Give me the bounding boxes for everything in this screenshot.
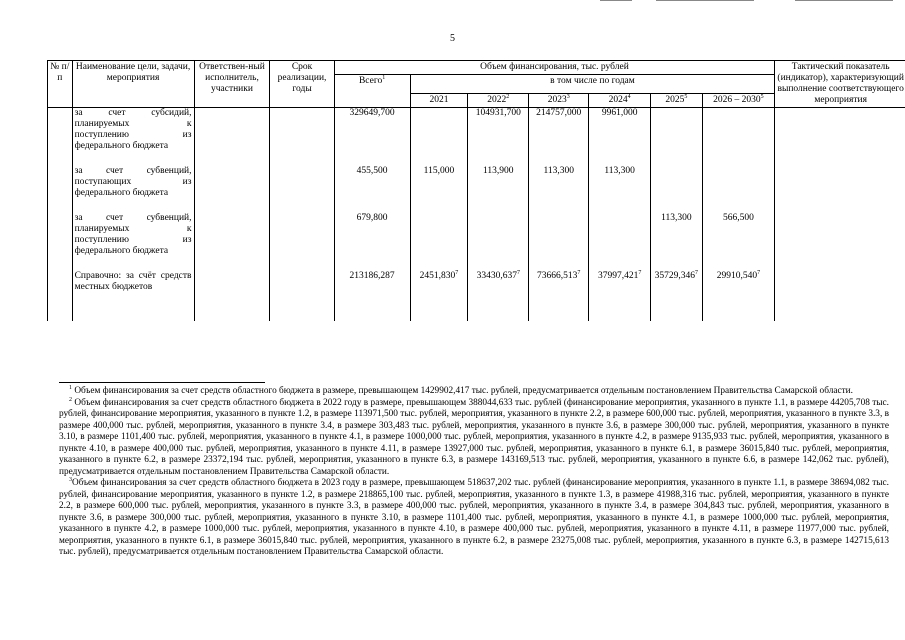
footnote-3: $^3$Объем финансирования за счет средств областного бюджета в 2023 году в размере, превышающем 518637,202 тыс. рублей (финансирование мероприятия, указанного в пункте 1.1, в размере 38694,082 тыс. рублей, финансирование мероприятия, указанного в пункте 1.2, в размере 218865,100 тыс. рублей, мероприятия, указанного в пункте 1.3, в размере 41988,316 тыс. рублей, мероприятия, указанного в пункте 2.2, в размере 600,000 тыс. рублей, мероприятия, указанного в пункте 3.3, в размере 400,000 тыс. рублей, мероприятия, указанного в пункте 3.4, в размере 304,843 тыс. рублей, мероприятия, указанного в пункте 3.6, в размере 300,000 тыс. рублей, мероприятия, указанного в пункте 3.10, в размере 1101,400 тыс. рублей, мероприятия, указанного в пункте 4.1, в размере 1000,000 тыс. рублей, мероприятия, указанного в пункте 4.2, в размере 1000,000 тыс. рублей, мероприятия, указанного в пункте 4.10, в размере 400,000 тыс. рублей, мероприятия, указанного в пункте 4.11, в размере 11977,000 тыс. рублей, мероприятия, указанного в пункте 6.1, в размере 36015,840 тыс. рублей, мероприятия, указанного в пункте 6.2, в размере 23275,008 тыс. рублей, мероприятия, указанного в пункте 6.3, в размере 142715,613 тыс. рублей), предусматривается отдельным постановлением Правительства Самарской области. xyxy=(59,476,889,557)
header-executor: Ответствен-ный исполнитель, участники xyxy=(194,61,270,108)
cell-2023: 113,300 xyxy=(529,166,589,213)
header-by-year: в том числе по годам xyxy=(410,75,775,94)
cell-2023 xyxy=(529,213,589,271)
cell-2022: 33430,637$^7$ xyxy=(468,271,529,321)
cell-2021: 115,000 xyxy=(410,166,468,213)
header-year: 2024$^4$ xyxy=(589,94,651,108)
cell-2022: 113,900 xyxy=(468,166,529,213)
row-name: Справочно: за счёт средств местных бюджетов xyxy=(72,271,194,321)
cell-2024: 9961,000 xyxy=(589,108,651,167)
cell-2022: 104931,700 xyxy=(468,108,529,167)
header-name: Наименование цели, задачи, мероприятия xyxy=(72,61,194,108)
cell-2021: 2451,830$^7$ xyxy=(410,271,468,321)
cell-2026-2030: 566,500 xyxy=(702,213,775,271)
header-row-1 xyxy=(48,61,905,75)
header-financing: Объем финансирования, тыс. рублей xyxy=(334,61,775,75)
cell-2021 xyxy=(410,213,468,271)
cell-2026-2030 xyxy=(702,166,775,213)
top-rule xyxy=(600,0,632,1)
footnote-1: $^1$ Объем финансирования за счет средств областного бюджета в размере, превышающем 1429902,417 тыс. рублей, предусматривается отдельным постановлением Правительства Самарской области. xyxy=(69,384,853,396)
table-row xyxy=(48,166,905,213)
header-year: 2021 xyxy=(410,94,468,108)
footnote-separator xyxy=(59,382,265,383)
cell-2024: 37997,421$^7$ xyxy=(589,271,651,321)
cell-total: 213186,287 xyxy=(334,271,410,321)
top-rule xyxy=(656,0,754,1)
cell-2022 xyxy=(468,213,529,271)
financing-table xyxy=(47,60,905,321)
cell-2025 xyxy=(651,108,702,167)
cell-2024 xyxy=(589,213,651,271)
header-year: 2023$^3$ xyxy=(529,94,589,108)
header-total: Всего$^1$ xyxy=(334,75,410,108)
cell-2025: 113,300 xyxy=(651,213,702,271)
row-name: за счет субвенций, планируемых к поступлению из федерального бюджета xyxy=(72,213,194,271)
table-row xyxy=(48,108,905,167)
header-year: 2026 – 2030$^5$ xyxy=(702,94,775,108)
cell-2025 xyxy=(651,166,702,213)
page-number: 5 xyxy=(450,33,455,44)
cell-total: 455,500 xyxy=(334,166,410,213)
header-indicator: Тактический показатель (индикатор), характеризующий выполнение соответствующего мероприятия xyxy=(775,61,905,108)
cell-2026-2030 xyxy=(702,108,775,167)
cell-total: 329649,700 xyxy=(334,108,410,167)
cell-2023: 214757,000 xyxy=(529,108,589,167)
footnotes xyxy=(59,386,889,559)
cell-2023: 73666,513$^7$ xyxy=(529,271,589,321)
row-name: за счет субсидий, планируемых к поступлению из федерального бюджета xyxy=(72,108,194,167)
cell-2025: 35729,346$^7$ xyxy=(651,271,702,321)
header-year: 2022$^2$ xyxy=(468,94,529,108)
top-rule xyxy=(795,0,893,1)
table-row xyxy=(48,213,905,271)
header-year: 2025$^5$ xyxy=(651,94,702,108)
footnote-2: $^2$ Объем финансирования за счет средств областного бюджета в 2022 году в размере, превышающем 388044,633 тыс. рублей (финансирование мероприятия, указанного в пункте 1.1, в размере 44205,708 тыс. рублей, финансирование мероприятия, указанного в пункте 1.2, в размере 113971,500 тыс. рублей, мероприятия, указанного в пункте 2.2, в размере 600,000 тыс. рублей, мероприятия, указанного в пункте 3.3, в размере 400,000 тыс. рублей, мероприятия, указанного в пункте 3.4, в размере 303,483 тыс. рублей, мероприятия, указанного в пункте 3.6, в размере 300,000 тыс. рублей, мероприятия, указанного в пункте 3.10, в размере 1101,400 тыс. рублей, мероприятия, указанного в пункте 4.1, в размере 1000,000 тыс. рублей, мероприятия, указанного в пункте 4.2, в размере 9135,933 тыс. рублей, мероприятия, указанного в пункте 4.10, в размере 400,000 тыс. рублей, мероприятия, указанного в пункте 4.11, в размере 13927,000 тыс. рублей, мероприятия, указанного в пункте 6.1, в размере 36015,840 тыс. рублей, мероприятия, указанного в пункте 6.2, в размере 23372,194 тыс. рублей, мероприятия, указанного в пункте 6.3, в размере 143169,513 тыс. рублей, мероприятия, указанного в пункте 6.6, в размере 142,062 тыс. рублей), предусматривается отдельным постановлением Правительства Самарской области. xyxy=(59,396,889,477)
table-row xyxy=(48,271,905,321)
header-num: № п/п xyxy=(48,61,73,108)
cell-total: 679,800 xyxy=(334,213,410,271)
cell-2026-2030: 29910,540$^7$ xyxy=(702,271,775,321)
cell-2024: 113,300 xyxy=(589,166,651,213)
cell-2021 xyxy=(410,108,468,167)
header-term: Срок реализации, годы xyxy=(270,61,334,108)
row-name: за счет субвенций, поступающих из федерального бюджета xyxy=(72,166,194,213)
